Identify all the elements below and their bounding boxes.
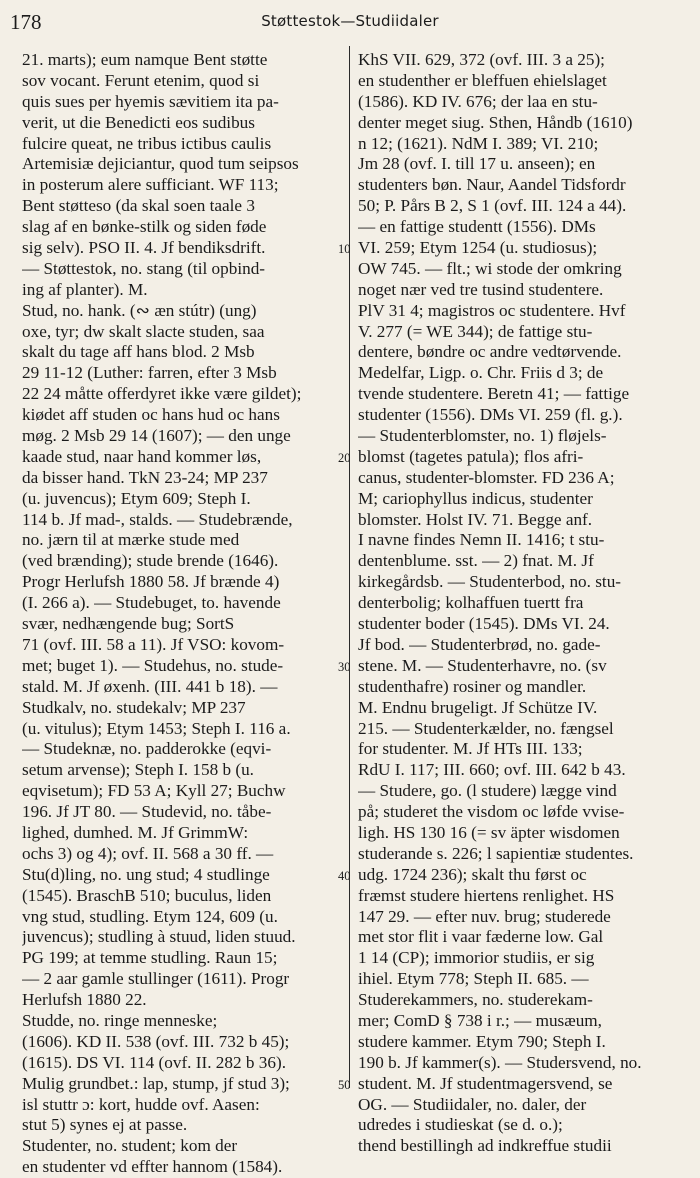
margin-line-number: 20 [338,451,351,466]
left-column-line: en studenter vd effter hannom (1584). [22,1157,283,1177]
right-column-line: stene. M. — Studenterhavre, no. (sv [358,655,607,675]
right-column-line: — Studere, go. (l studere) lægge vind [358,781,617,801]
right-column-line: M. Endnu brugeligt. Jf Schütze IV. [358,697,598,717]
left-column [22,50,342,1178]
left-column-line: fulcire queat, ne tribus ictibus caulis [22,133,272,153]
right-column-line: studere kammer. Etym 790; Steph I. [358,1031,606,1051]
right-column-line: studenters bøn. Naur, Aandel Tidsfordr [358,175,626,195]
left-column-line: møg. 2 Msb 29 14 (1607); — den unge [22,426,291,446]
right-column-line: studenthafre) rosiner og mandler. [358,676,587,696]
left-column-line: — Støttestok, no. stang (til opbind- [22,258,266,278]
left-column-line: slag af en bønke-stilk og siden føde [22,217,267,237]
left-column-line: kaade stud, naar hand kommer løs, [22,446,262,466]
left-column-line: stald. M. Jf øxenh. (III. 441 b 18). — [22,676,278,696]
right-column-line: VI. 259; Etym 1254 (u. studiosus); [358,238,598,258]
right-column-line: RdU I. 117; III. 660; ovf. III. 642 b 43. [358,760,626,780]
left-column-line: ochs 3) og 4); ovf. II. 568 a 30 ff. — [22,843,274,863]
left-column-line: 71 (ovf. III. 58 a 11). Jf VSO: kovom- [22,634,285,654]
left-column-line: verit, ut die Benedicti eos sudibus [22,112,255,132]
right-column-line: noget nær ved tre tusind studentere. [358,279,604,299]
left-column-line: Stu(d)ling, no. ung stud; 4 studlinge [22,864,270,884]
right-column-line: mer; ComD § 738 i r.; — musæum, [358,1010,602,1030]
left-column-line: setum arvense); Steph I. 158 b (u. [22,760,254,780]
right-column-line: blomst (tagetes patula); flos afri- [358,446,584,466]
right-column-line: Medelfar, Ligp. o. Chr. Friis d 3; de [358,363,604,383]
right-column-line: ligh. HS 130 16 (= sv äpter wisdomen [358,822,620,842]
left-column-line: Progr Herlufsh 1880 58. Jf brænde 4) [22,572,280,592]
left-column-line: 22 24 måtte offerdyret ikke være gildet); [22,384,302,404]
left-column-line: sig selv). PSO II. 4. Jf bendiksdrift. [22,238,266,258]
left-column-line: oxe, tyr; dw skalt slacte studen, saa [22,321,265,341]
right-column-line: OW 745. — flt.; wi stode der omkring [358,258,622,278]
right-column-line: M; cariophyllus indicus, studenter [358,488,593,508]
left-column-line: stut 5) synes ej at passe. [22,1115,188,1135]
right-column-line: tvende studentere. Beretn 41; — fattige [358,384,630,404]
left-column-line: ing af planter). M. [22,279,148,299]
left-column-line: da bisser hand. TkN 23-24; MP 237 [22,467,268,487]
left-column-line: 21. marts); eum namque Bent støtte [22,50,268,69]
right-column-line: 147 29. — efter nuv. brug; studerede [358,906,611,926]
margin-line-number: 50 [338,1078,351,1093]
right-column-line: n 12; (1621). NdM I. 389; VI. 210; [358,133,599,153]
left-column-line: lighed, dumhed. M. Jf GrimmW: [22,822,249,842]
left-column-line: eqvisetum); FD 53 A; Kyll 27; Buchw [22,781,286,801]
left-column-line: 29 11-12 (Luther: farren, efter 3 Msb [22,363,277,383]
left-column-line: Studenter, no. student; kom der [22,1136,238,1156]
right-column-line: denter meget siug. Sthen, Håndb (1610) [358,112,633,132]
right-column-line: OG. — Studiidaler, no. daler, der [358,1094,587,1114]
margin-line-number: 10 [338,242,351,257]
right-column-line: en studenther er bleffuen ehielslaget [358,70,607,90]
right-column-line: 1 14 (CP); immorior studiis, er sig [358,948,595,968]
left-column-line: juvencus); studling à stuud, liden stuud. [22,927,296,947]
right-column [358,50,695,1157]
right-column-line: ihiel. Etym 778; Steph II. 685. — [358,969,589,989]
left-column-line: skalt du tage aff hans blod. 2 Msb [22,342,255,362]
right-column-line: denterbolig; kolhaffuen tuertt fra [358,593,584,613]
right-column-line: student. M. Jf studentmagersvend, se [358,1073,613,1093]
left-column-line: met; buget 1). — Studehus, no. stude- [22,655,284,675]
left-column-line: (u. juvencus); Etym 609; Steph I. [22,488,251,508]
left-column-line: (1606). KD II. 538 (ovf. III. 732 b 45); [22,1031,290,1051]
running-head: Støttestok—Studiidaler [261,12,439,30]
right-column-line: — en fattige studentt (1556). DMs [358,217,596,237]
left-column-line: vng stud, studling. Etym 124, 609 (u. [22,906,278,926]
left-column-line: — 2 aar gamle stullinger (1611). Progr [22,969,290,989]
left-column-line: Studde, no. ringe menneske; [22,1010,218,1030]
right-column-line: udg. 1724 236); skalt thu først oc [358,864,587,884]
right-column-line: studenter boder (1545). DMs VI. 24. [358,614,610,634]
left-column-line: (I. 266 a). — Studebuget, to. havende [22,593,281,613]
left-column-line: — Studeknæ, no. padderokke (eqvi- [22,739,272,759]
right-column-line: met stor flit i vaar fæderne low. Gal [358,927,604,947]
left-column-line: Artemisiæ dejiciantur, quod tum seipsos [22,154,299,174]
left-column-line: (ved brænding); stude brende (1646). [22,551,279,571]
right-column-line: for studenter. M. Jf HTs III. 133; [358,739,583,759]
left-column-line: PG 199; at temme studling. Raun 15; [22,948,278,968]
left-column-line: Mulig grundbet.: lap, stump, jf stud 3); [22,1073,290,1093]
left-column-line: svær, nedhængende bug; SortS [22,614,235,634]
column-divider [349,46,350,1088]
left-column-line: no. jærn til at mærke stude med [22,530,240,550]
right-column-line: PlV 31 4; magistros oc studentere. Hvf [358,300,626,320]
right-column-line: dentere, bøndre oc andre vedtørvende. [358,342,622,362]
right-column-line: 190 b. Jf kammer(s). — Studersvend, no. [358,1052,642,1072]
right-column-line: Jm 28 (ovf. I. till 17 u. anseen); en [358,154,596,174]
left-column-line: kiødet aff studen oc hans hud oc hans [22,405,280,425]
left-column-line: Studkalv, no. studekalv; MP 237 [22,697,246,717]
right-column-line: V. 277 (= WE 344); de fattige stu- [358,321,593,341]
right-column-line: udredes i studieskat (se d. o.); [358,1115,563,1135]
page-header [0,8,700,38]
left-column-line: in posterum alere sufficiant. WF 113; [22,175,279,195]
left-column-line: sov vocant. Ferunt etenim, quod si [22,70,260,90]
right-column-line: fræmst studere hiertens renlighet. HS [358,885,615,905]
right-column-line: blomster. Holst IV. 71. Begge anf. [358,509,593,529]
right-column-line: studenter (1556). DMs VI. 259 (fl. g.). [358,405,623,425]
left-column-line: (1545). BraschB 510; buculus, liden [22,885,272,905]
right-column-line: — Studenterblomster, no. 1) fløjels- [358,426,607,446]
right-column-line: I navne findes Nemn II. 1416; t stu- [358,530,605,550]
left-column-line: Stud, no. hank. (∾ æn stútr) (ung) [22,300,257,320]
left-column-line: isl stuttr ɔ: kort, hudde ovf. Aasen: [22,1094,260,1114]
left-column-line: (u. vitulus); Etym 1453; Steph I. 116 a. [22,718,291,738]
left-column-line: Herlufsh 1880 22. [22,990,147,1010]
right-column-line: studerande s. 226; l sapientiæ studentes. [358,843,634,863]
right-column-line: på; studeret the visdom oc løfde vvise- [358,802,625,822]
left-column-line: Bent støtteso (da skal soen taale 3 [22,196,255,216]
right-column-line: canus, studenter-blomster. FD 236 A; [358,467,615,487]
right-column-line: Jf bod. — Studenterbrød, no. gade- [358,634,601,654]
margin-line-number: 30 [338,660,351,675]
right-column-line: kirkegårdsb. — Studenterbod, no. stu- [358,572,622,592]
right-column-line: 215. — Studenterkælder, no. fængsel [358,718,614,738]
left-column-line: quis sues per hyemis sævitiem ita pa- [22,91,279,111]
margin-line-number: 40 [338,869,351,884]
right-column-line: 50; P. Pårs B 2, S 1 (ovf. III. 124 a 44). [358,196,627,216]
left-column-line: 196. Jf JT 80. — Studevid, no. tåbe- [22,802,272,822]
left-column-line: 114 b. Jf mad-, stalds. — Studebrænde, [22,509,293,529]
right-column-line: thend bestillingh ad indkreffue studii [358,1136,612,1156]
right-column-line: (1586). KD IV. 676; der laa en stu- [358,91,598,111]
right-column-line: KhS VII. 629, 372 (ovf. III. 3 a 25); [358,50,605,69]
right-column-line: Studerekammers, no. studerekam- [358,990,593,1010]
page-number: 178 [10,10,42,34]
left-column-line: (1615). DS VI. 114 (ovf. II. 282 b 36). [22,1052,286,1072]
right-column-line: dentenblume. sst. — 2) fnat. M. Jf [358,551,594,571]
